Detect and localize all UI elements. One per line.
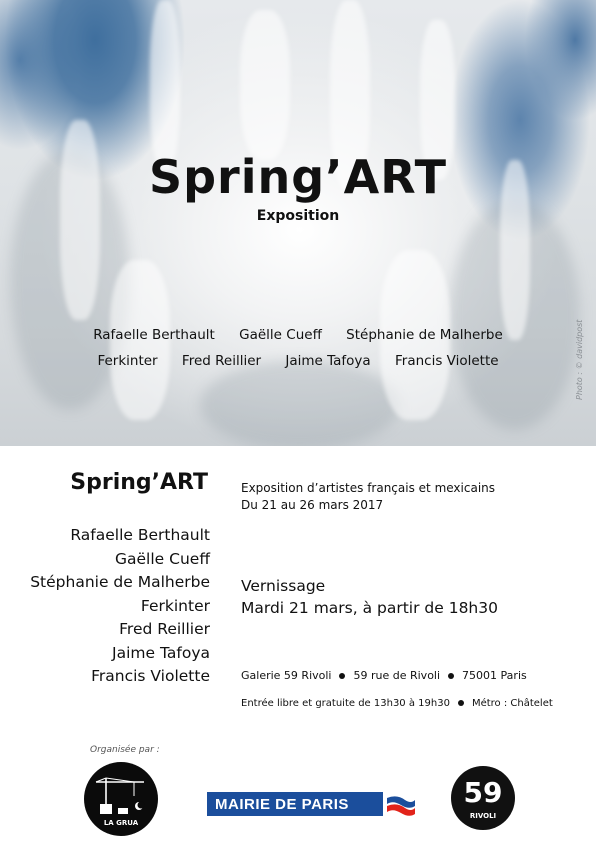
rivoli-59-logo	[451, 766, 515, 830]
poster-title: Spring’ART	[149, 150, 447, 204]
mairie-de-paris-logo	[207, 792, 417, 816]
artist-name: Ferkinter	[140, 596, 210, 615]
address-line	[241, 669, 527, 682]
poster-artist: Gaëlle Cueff	[239, 327, 322, 343]
info-title: Spring’ART	[70, 470, 208, 495]
vernissage-date: Mardi 21 mars, à partir de 18h30	[241, 599, 498, 617]
poster-artist: Fred Reillier	[181, 353, 262, 369]
rivoli-label: RIVOLI	[469, 812, 497, 820]
metro-station: Métro : Châtelet	[471, 698, 553, 709]
bullet-icon	[448, 673, 454, 679]
poster-artist: Jaime Tafoya	[285, 353, 371, 369]
artist-name: Francis Violette	[91, 667, 210, 685]
city: 75001 Paris	[462, 669, 527, 682]
artist-name: Stéphanie de Malherbe	[30, 573, 210, 591]
artist-name: Rafaelle Berthault	[70, 526, 210, 544]
la-grua-label: LA GRUA	[103, 819, 139, 827]
vernissage-label: Vernissage	[241, 577, 326, 595]
artist-name: Fred Reillier	[119, 620, 210, 638]
rivoli-number: 59	[463, 776, 503, 809]
poster-artist: Ferkinter	[97, 353, 158, 369]
exhibition-dates: Du 21 au 26 mars 2017	[241, 498, 384, 512]
mairie-label: MAIRIE DE PARIS	[215, 796, 349, 813]
exhibition-line: Exposition d’artistes français et mexicains	[241, 481, 496, 495]
opening-hours: Entrée libre et gratuite de 13h30 à 19h30	[241, 698, 450, 709]
poster-artist: Francis Violette	[394, 353, 499, 369]
artists-list	[30, 524, 210, 689]
exhibition-description	[241, 480, 495, 514]
bullet-icon	[339, 673, 345, 679]
street-address: 59 rue de Rivoli	[353, 669, 441, 682]
mairie-flag-icon	[383, 792, 417, 816]
poster-artist: Stéphanie de Malherbe	[346, 327, 503, 343]
poster-artists	[0, 322, 596, 374]
artist-name: Gaëlle Cueff	[115, 549, 210, 568]
poster-subtitle: Exposition	[256, 208, 340, 224]
photo-credit: Photo : © davidpost	[575, 319, 584, 400]
la-grua-logo	[84, 762, 158, 836]
access-info	[241, 698, 553, 709]
artist-name: Jaime Tafoya	[112, 643, 210, 662]
organizers-label: Organisée par :	[90, 745, 160, 755]
bullet-icon	[458, 700, 464, 706]
poster-artist: Rafaelle Berthault	[93, 327, 215, 343]
vernissage	[241, 575, 498, 619]
gallery-name: Galerie 59 Rivoli	[241, 669, 332, 682]
